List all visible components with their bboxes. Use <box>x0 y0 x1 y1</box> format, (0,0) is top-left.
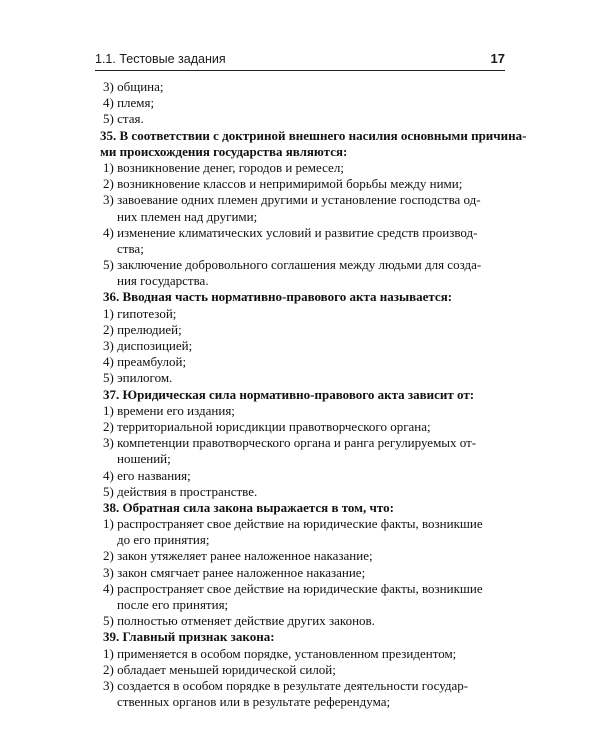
answer-option-continued: ношений; <box>117 451 171 467</box>
answer-option: 1) времени его издания; <box>103 402 235 418</box>
answer-option-continued: них племен над другими; <box>117 208 258 224</box>
answer-option: 2) прелюдией; <box>103 321 182 337</box>
answer-option: 4) изменение климатических условий и развитие средств производ- <box>103 224 478 240</box>
answer-option: 2) территориальной юрисдикции правотворческого органа; <box>103 418 431 434</box>
answer-option: 1) гипотезой; <box>103 305 177 321</box>
answer-option: 3) диспозицией; <box>103 338 193 353</box>
question-35-continued: ми происхождения государства являются: <box>100 143 348 159</box>
section-title: 1.1. Тестовые задания <box>95 52 226 66</box>
answer-option: 5) стая. <box>103 111 144 127</box>
answer-option: 3) закон смягчает ранее наложенное наказание; <box>103 564 366 580</box>
question-39: 39. Главный признак закона: <box>103 629 275 645</box>
header-divider <box>95 70 505 71</box>
answer-option: 3) создается в особом порядке в результате деятельности государ- <box>103 677 469 693</box>
question-35: 35. В соответствии с доктриной внешнего насилия основными причина- <box>100 127 527 143</box>
answer-option: 3) компетенции правотворческого органа и ранга регулируемых от- <box>103 435 477 451</box>
question-37: 37. Юридическая сила нормативно-правового акта зависит от: <box>103 386 475 402</box>
answer-option-continued: до его принятия; <box>117 532 210 548</box>
answer-option: 2) закон утяжеляет ранее наложенное наказание; <box>103 548 373 564</box>
answer-option: 5) эпилогом. <box>103 370 173 386</box>
answer-option: 3) завоевание одних племен другими и установление господства од- <box>103 192 481 208</box>
answer-option: 5) полностью отменяет действие других законов. <box>103 613 375 629</box>
running-header <box>95 52 505 70</box>
page-number: 17 <box>490 51 505 66</box>
answer-option: 4) его названия; <box>103 467 191 483</box>
answer-option: 2) возникновение классов и непримиримой борьбы между ними; <box>103 176 463 192</box>
answer-option-continued: ства; <box>117 240 144 256</box>
answer-option: 2) обладает меньшей юридической силой; <box>103 661 336 677</box>
answer-option-continued: ственных органов или в результате референдума; <box>117 694 391 710</box>
answer-option: 4) преамбулой; <box>103 354 187 370</box>
question-36: 36. Вводная часть нормативно-правового акта называется: <box>103 289 453 305</box>
answer-option-continued: ния государства. <box>117 273 209 289</box>
answer-option: 1) применяется в особом порядке, установленном президентом; <box>103 645 457 661</box>
answer-option: 3) община; <box>103 79 164 94</box>
answer-option: 1) распространяет свое действие на юридические факты, возникшие <box>103 516 483 532</box>
answer-option: 4) распространяет свое действие на юридические факты, возникшие <box>103 580 483 596</box>
question-38: 38. Обратная сила закона выражается в том, что: <box>103 499 394 515</box>
answer-option: 5) заключение добровольного соглашения между людьми для созда- <box>103 257 482 273</box>
answer-option: 1) возникновение денег, городов и ремесел; <box>103 159 344 175</box>
answer-option: 5) действия в пространстве. <box>103 483 258 499</box>
answer-option: 4) племя; <box>103 95 155 111</box>
answer-option-continued: после его принятия; <box>117 597 229 612</box>
question-list <box>100 79 527 710</box>
